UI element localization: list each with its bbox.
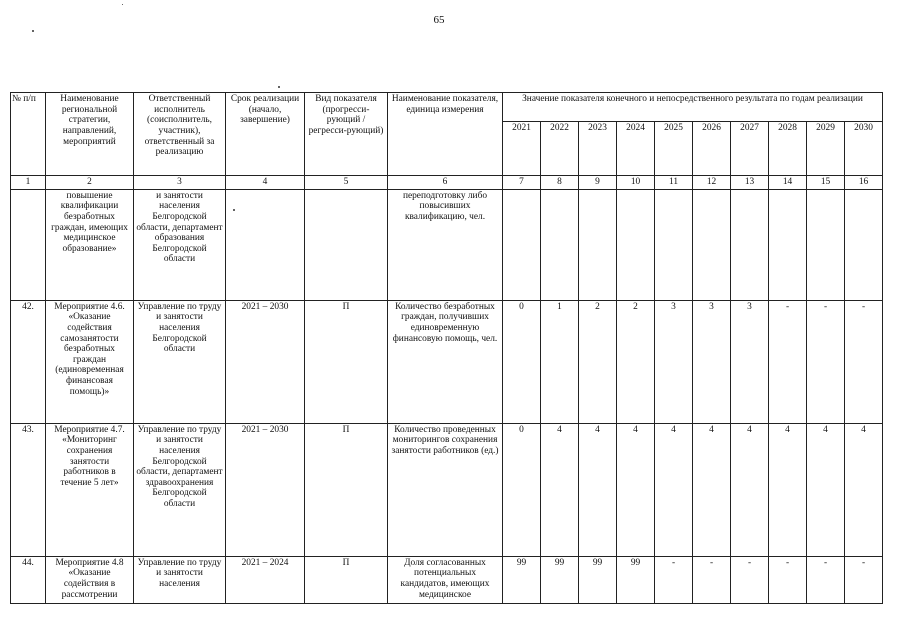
implementation-period — [226, 189, 305, 300]
header-values-group: Значение показателя конечного и непосредственного результата по годам реализации — [503, 93, 883, 122]
year-value: 4 — [693, 423, 731, 556]
year-value — [617, 189, 655, 300]
year-value: 2 — [579, 300, 617, 423]
row-number: 44. — [11, 556, 46, 603]
table-row — [11, 423, 883, 556]
column-number: 9 — [579, 176, 617, 190]
year-value — [731, 189, 769, 300]
indicator-name: Количество проведенных мониторингов сохранения занятости работников (ед.) — [388, 423, 503, 556]
header-year: 2023 — [579, 122, 617, 176]
implementation-period: 2021 – 2024 — [226, 556, 305, 603]
header-year: 2025 — [655, 122, 693, 176]
year-value: 99 — [579, 556, 617, 603]
executor: Управление по труду и занятости населения Белгородской области, департамент здравоохранения Белгородской области — [134, 423, 226, 556]
indicator-name: Количество безработных граждан, получивших единовременную финансовую помощь, чел. — [388, 300, 503, 423]
year-value — [541, 189, 579, 300]
header-year: 2028 — [769, 122, 807, 176]
column-number: 16 — [845, 176, 883, 190]
column-number: 2 — [46, 176, 134, 190]
year-value: 99 — [617, 556, 655, 603]
year-value: - — [807, 300, 845, 423]
year-value: 2 — [617, 300, 655, 423]
indicator-type: П — [305, 423, 388, 556]
year-value: 4 — [807, 423, 845, 556]
header-indicator-type: Вид показателя (прогресси-рующий / регресси-рующий) — [305, 93, 388, 176]
event-name: Мероприятие 4.7. «Мониторинг сохранения занятости работников в течение 5 лет» — [46, 423, 134, 556]
indicator-type: П — [305, 300, 388, 423]
event-name: повышение квалификации безработных граждан, имеющих медицинское образование» — [46, 189, 134, 300]
year-value: 4 — [655, 423, 693, 556]
column-number: 14 — [769, 176, 807, 190]
table-row — [11, 189, 883, 300]
column-number: 7 — [503, 176, 541, 190]
year-value — [503, 189, 541, 300]
column-number: 11 — [655, 176, 693, 190]
year-value: 4 — [579, 423, 617, 556]
year-value — [845, 189, 883, 300]
header-executor: Ответственный исполнитель (соисполнитель, участник), ответственный за реализацию — [134, 93, 226, 176]
table-row — [11, 300, 883, 423]
header-number: № п/п — [11, 93, 46, 176]
header-year: 2024 — [617, 122, 655, 176]
year-value: 99 — [503, 556, 541, 603]
header-indicator-name: Наименование показателя, единица измерения — [388, 93, 503, 176]
year-value — [807, 189, 845, 300]
year-value: 4 — [845, 423, 883, 556]
indicator-name: переподготовку либо повысивших квалификацию, чел. — [388, 189, 503, 300]
row-number — [11, 189, 46, 300]
year-value: - — [807, 556, 845, 603]
event-name: Мероприятие 4.6. «Оказание содействия самозанятости безработных граждан (единовременная финансовая помощь)» — [46, 300, 134, 423]
scan-speck — [32, 30, 34, 32]
year-value: - — [769, 300, 807, 423]
year-value: 4 — [617, 423, 655, 556]
column-number: 5 — [305, 176, 388, 190]
scan-speck — [122, 4, 123, 5]
column-number: 4 — [226, 176, 305, 190]
year-value — [769, 189, 807, 300]
year-value: 4 — [769, 423, 807, 556]
column-number: 15 — [807, 176, 845, 190]
year-value: 99 — [541, 556, 579, 603]
header-period: Срок реализации (начало, завершение) — [226, 93, 305, 176]
year-value: - — [845, 556, 883, 603]
row-number: 43. — [11, 423, 46, 556]
year-value — [693, 189, 731, 300]
column-number: 1 — [11, 176, 46, 190]
header-year: 2021 — [503, 122, 541, 176]
scan-speck — [278, 86, 280, 88]
header-year: 2026 — [693, 122, 731, 176]
scan-speck — [233, 209, 235, 211]
year-value: 1 — [541, 300, 579, 423]
year-value: 3 — [731, 300, 769, 423]
page-number: 65 — [433, 14, 445, 26]
implementation-period: 2021 – 2030 — [226, 423, 305, 556]
executor: Управление по труду и занятости населения Белгородской области — [134, 300, 226, 423]
column-number: 8 — [541, 176, 579, 190]
header-name: Наименование региональной стратегии, направлений, мероприятий — [46, 93, 134, 176]
year-value: - — [731, 556, 769, 603]
column-number: 3 — [134, 176, 226, 190]
year-value: - — [769, 556, 807, 603]
indicator-name: Доля согласованных потенциальных кандидатов, имеющих медицинское — [388, 556, 503, 603]
year-value: - — [693, 556, 731, 603]
year-value: 3 — [655, 300, 693, 423]
year-value: - — [655, 556, 693, 603]
event-name: Мероприятие 4.8 «Оказание содействия в рассмотрении — [46, 556, 134, 603]
column-number: 12 — [693, 176, 731, 190]
year-value: 4 — [541, 423, 579, 556]
year-value: 0 — [503, 300, 541, 423]
column-number: 10 — [617, 176, 655, 190]
header-year: 2027 — [731, 122, 769, 176]
header-year: 2022 — [541, 122, 579, 176]
executor: и занятости населения Белгородской области, департамент образования Белгородской области — [134, 189, 226, 300]
implementation-period: 2021 – 2030 — [226, 300, 305, 423]
year-value: - — [845, 300, 883, 423]
year-value: 3 — [693, 300, 731, 423]
results-table — [10, 92, 883, 604]
year-value — [655, 189, 693, 300]
indicator-type — [305, 189, 388, 300]
year-value: 0 — [503, 423, 541, 556]
executor: Управление по труду и занятости населения — [134, 556, 226, 603]
row-number: 42. — [11, 300, 46, 423]
column-number: 13 — [731, 176, 769, 190]
header-year: 2030 — [845, 122, 883, 176]
header-year: 2029 — [807, 122, 845, 176]
year-value — [579, 189, 617, 300]
year-value: 4 — [731, 423, 769, 556]
table-row — [11, 556, 883, 603]
indicator-type: П — [305, 556, 388, 603]
column-number: 6 — [388, 176, 503, 190]
